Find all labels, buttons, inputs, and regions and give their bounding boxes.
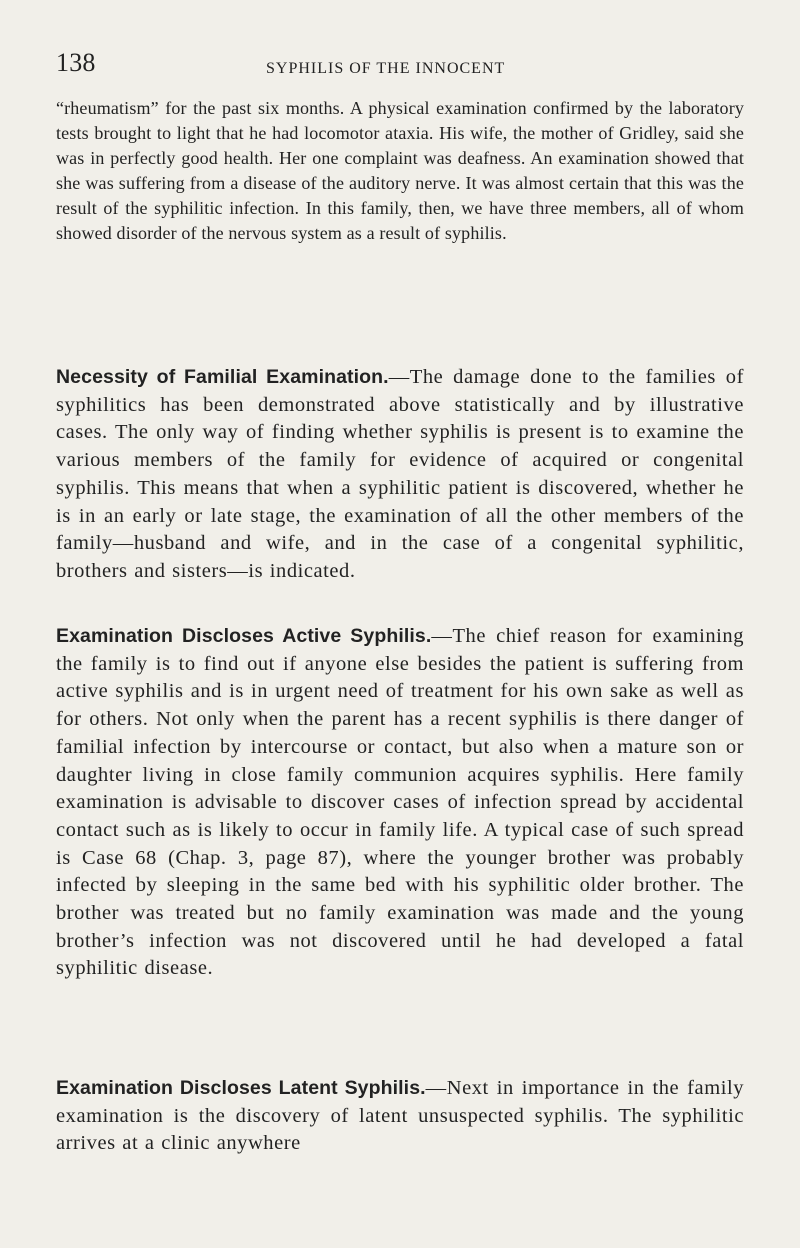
running-head: SYPHILIS OF THE INNOCENT	[266, 60, 506, 77]
section-body: —Next in importance in the family examination is the discovery of latent unsuspected syphilis. The syphilitic arrives at a clinic anywhere	[56, 1077, 744, 1155]
section-heading: Examination Discloses Latent Syphilis.	[56, 1077, 426, 1099]
section-body: —The damage done to the families of syphilitics has been demonstrated above statistically and by illustrative cases. The only way of finding whether syphilis is present is to examine the various members of the family for evidence of acquired or congenital syphilis. This means that when a syphilitic patient is discovered, whether he is in an early or late stage, the examination of all the other members of the family—husband and wife, and in the case of a congenital syphilitic, brothers and sisters—is indicated.	[56, 366, 744, 582]
section-active-syphilis	[56, 623, 744, 983]
section-familial-examination	[56, 364, 744, 586]
section-latent-syphilis	[56, 1075, 744, 1158]
section-heading: Examination Discloses Active Syphilis.	[56, 625, 432, 647]
section-body: —The chief reason for examining the family is to find out if anyone else besides the patient is suffering from active syphilis and is in urgent need of treatment for his own sake as well as for others. Not only when the parent has a recent syphilis is there danger of familial infection by intercourse or contact, but also when a mature son or daughter living in close family communion acquires syphilis. Here family examination is advisable to discover cases of infection spread by accidental contact such as is likely to occur in family life. A typical case of such spread is Case 68 (Chap. 3, page 87), where the younger brother was probably infected by sleeping in the same bed with his syphilitic older brother. The brother was treated but no family examination was made and the young brother’s infection was not discovered until he had developed a fatal syphilitic disease.	[56, 625, 744, 980]
intro-paragraph: “rheumatism” for the past six months. A physical examination confirmed by the laboratory tests brought to light that he had locomotor ataxia. His wife, the mother of Gridley, said she was in perfectly good health. Her one complaint was deafness. An examination showed that she was suffering from a disease of the auditory nerve. It was almost certain that this was the result of the syphilitic infection. In this family, then, we have three members, all of whom showed disorder of the nervous system as a result of syphilis.	[56, 98, 744, 243]
section-heading: Necessity of Familial Examination.	[56, 366, 389, 388]
page-number: 138	[56, 48, 96, 77]
page-header	[56, 46, 746, 86]
